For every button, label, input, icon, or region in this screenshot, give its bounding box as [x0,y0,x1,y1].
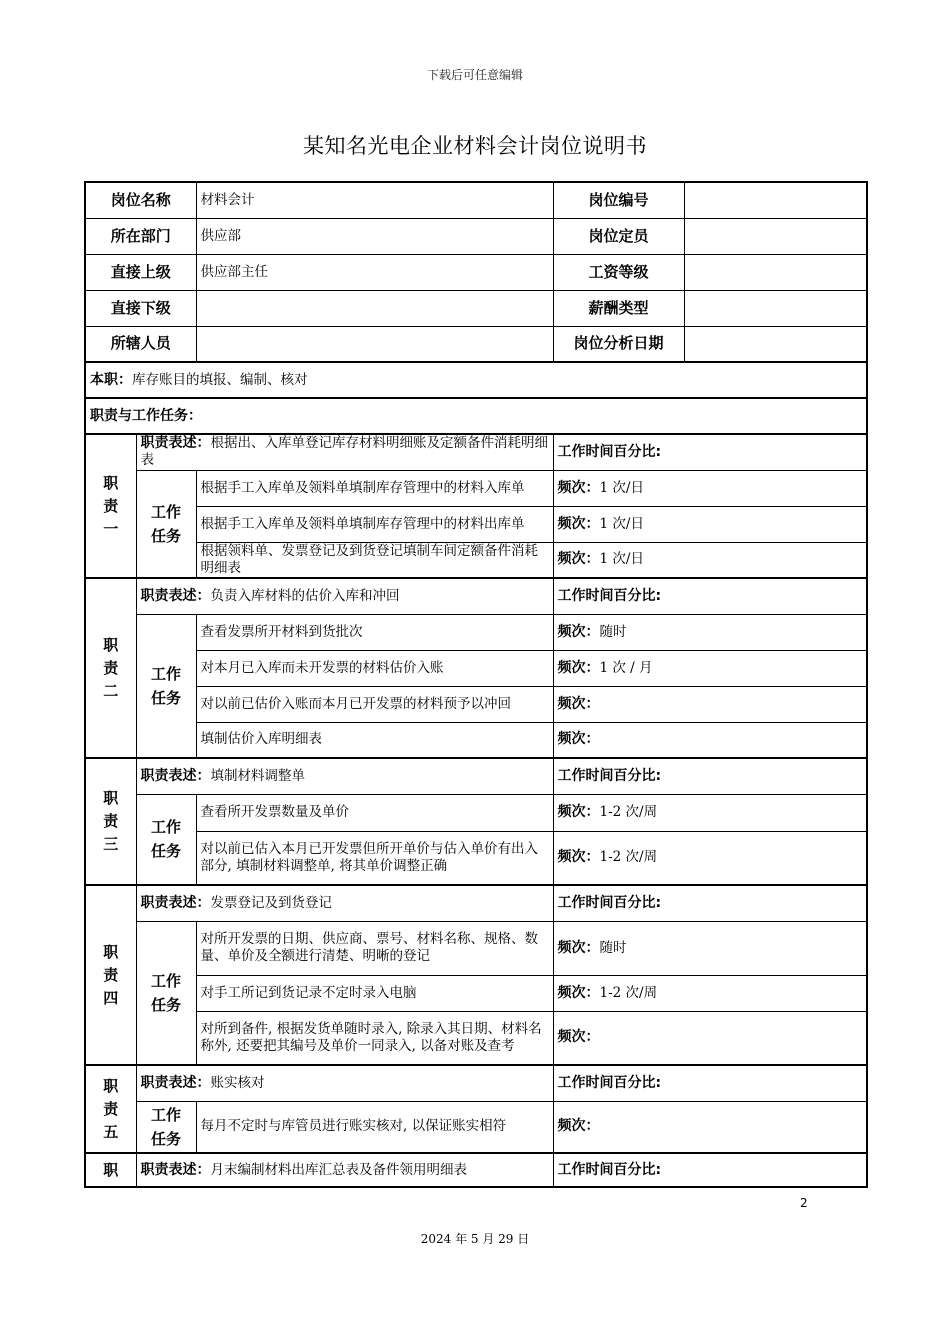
frequency-label: 频次 [557,623,586,640]
info-row [85,182,867,218]
frequency-colon: ： [585,659,600,676]
duty-description-colon: ： [196,767,211,784]
frequency-value: 1-2 次/周 [599,849,658,866]
duty-number-char: 职 [103,942,119,961]
info-value [684,326,867,362]
duty-number-char: 责 [103,496,119,515]
info-label: 直接下级 [85,290,196,326]
task-text: 根据领料单、发票登记及到货登记填制车间定额备件消耗明细表 [196,542,553,578]
time-percentage-label: 工作时间百分比: [553,434,867,470]
work-task-label-top: 工作 [151,971,182,990]
task-text: 对以前已估入本月已开发票但所开单价与估入单价有出入部分, 填制材料调整单, 将其单价调整正确 [196,831,553,885]
task-frequency [553,686,867,722]
task-text: 根据手工入库单及领料单填制库存管理中的材料入库单 [196,470,553,506]
page-number: 2 [800,1196,808,1210]
duty-summary [85,362,867,398]
task-text: 对本月已入库而未开发票的材料估价入账 [196,650,553,686]
duty-number-cell [85,885,136,1065]
info-label: 工资等级 [553,254,684,290]
duty-number-cell [85,578,136,758]
duty-description [136,1065,553,1101]
work-task-label-top: 工作 [151,664,182,683]
info-row [85,218,867,254]
job-description-table-wrapper [84,181,866,1188]
work-task-label-bottom: 任务 [151,688,182,707]
info-value [684,182,867,218]
time-percentage-label: 工作时间百分比: [553,1065,867,1101]
frequency-label: 频次 [557,849,586,866]
duty-number-cell [85,1153,136,1187]
time-percentage-label: 工作时间百分比: [553,1153,867,1187]
frequency-colon: ： [585,515,600,532]
duty-summary-row [85,362,867,398]
time-percentage-label: 工作时间百分比: [553,885,867,921]
task-text: 对以前已估价入账而本月已开发票的材料预予以冲回 [196,686,553,722]
frequency-colon: ： [585,804,600,820]
task-frequency [553,831,867,885]
duty-description-label: 职责表述 [140,587,197,604]
duty-number-char: 五 [103,1122,119,1141]
task-frequency [553,722,867,758]
duty-number-char: 职 [103,1076,119,1095]
duty-description-text: 账实核对 [210,1074,265,1091]
task-row [85,614,867,650]
frequency-label: 频次 [557,515,586,532]
task-frequency [553,794,867,831]
duty-description [136,1153,553,1187]
duty-number-char: 责 [103,812,119,830]
duty-summary-label: 本职 [90,371,118,388]
info-value: 供应部主任 [196,254,553,290]
duty-number-char: 二 [103,681,119,700]
task-text: 对手工所记到货记录不定时录入电脑 [196,975,553,1011]
task-text: 根据手工入库单及领料单填制库存管理中的材料出库单 [196,506,553,542]
task-frequency [553,1101,867,1153]
task-frequency [553,921,867,975]
task-row [85,650,867,686]
time-percentage-label: 工作时间百分比: [553,578,867,614]
info-value [684,254,867,290]
info-label: 岗位分析日期 [553,326,684,362]
duty-description-text: 根据出、入库单登记库存材料明细账及定额备件消耗明细表 [140,435,548,469]
task-frequency [553,650,867,686]
task-frequency [553,975,867,1011]
frequency-colon: ： [585,731,600,748]
duty-desc-row [85,434,867,470]
duty-number-char: 职 [103,635,119,654]
frequency-colon: ： [585,939,600,956]
task-row [85,506,867,542]
duty-description [136,434,553,470]
duty-description-colon: ： [196,587,211,604]
info-row [85,290,867,326]
info-value [684,290,867,326]
info-row [85,254,867,290]
work-task-label-bottom: 任务 [151,526,182,545]
work-task-label-top: 工作 [151,818,182,837]
duty-desc-row [85,1153,867,1187]
task-row [85,470,867,506]
info-value: 供应部 [196,218,553,254]
info-value: 材料会计 [196,182,553,218]
duty-description-text: 发票登记及到货登记 [210,894,332,911]
info-label: 直接上级 [85,254,196,290]
frequency-label: 频次 [557,695,586,712]
work-task-label [136,1101,196,1153]
frequency-colon: ： [585,479,600,496]
work-task-label-bottom: 任务 [151,842,182,861]
frequency-colon: ： [585,984,600,1001]
duty-description-label: 职责表述 [140,767,197,784]
task-row [85,1101,867,1153]
frequency-colon: ： [585,1029,600,1046]
frequency-value: 1 次 / 月 [599,659,653,676]
duties-header: 职责与工作任务： [85,398,867,434]
frequency-value: 1-2 次/周 [599,984,658,1001]
frequency-value: 1 次/日 [599,479,644,496]
duty-description [136,758,553,794]
duty-description-text: 月末编制材料出库汇总表及备件领用明细表 [210,1161,467,1178]
info-value [684,218,867,254]
duty-number-char: 责 [103,965,119,984]
job-description-table [84,181,868,1188]
duty-description-label: 职责表述 [140,894,197,911]
frequency-value: 1-2 次/周 [599,804,658,820]
task-text: 对所开发票的日期、供应商、票号、材料名称、规格、数量、单价及全额进行清楚、明晰的登记 [196,921,553,975]
duty-description-colon: ： [196,894,211,911]
task-frequency [553,614,867,650]
duty-number-char: 职 [103,789,119,807]
task-row [85,975,867,1011]
frequency-value: 1 次/日 [599,551,644,568]
task-frequency [553,506,867,542]
info-value [196,326,553,362]
work-task-label-bottom: 任务 [151,1129,182,1148]
info-label: 所在部门 [85,218,196,254]
page-title: 某知名光电企业材料会计岗位说明书 [303,134,647,158]
duty-number-cell [85,1065,136,1153]
frequency-value: 随时 [599,939,627,956]
info-value [196,290,553,326]
task-frequency [553,470,867,506]
duty-description [136,885,553,921]
frequency-colon: ： [585,623,600,640]
time-percentage-label: 工作时间百分比: [553,758,867,794]
frequency-label: 频次 [557,804,586,820]
task-text: 每月不定时与库管员进行账实核对, 以保证账实相符 [196,1101,553,1153]
task-row [85,831,867,885]
info-label: 岗位定员 [553,218,684,254]
info-label: 岗位编号 [553,182,684,218]
frequency-value: 1 次/日 [599,515,644,532]
duty-description-label: 职责表述 [140,1161,197,1178]
duty-description-label: 职责表述 [140,435,197,452]
task-row [85,794,867,831]
duty-number-char: 责 [103,658,119,677]
duty-number-char: 职 [103,1160,119,1179]
frequency-label: 频次 [557,659,586,676]
header-note: 下载后可任意编辑 [426,68,523,82]
frequency-label: 频次 [557,939,586,956]
duty-number-char: 职 [103,473,119,492]
duty-desc-row [85,758,867,794]
duty-summary-text: 库存账目的填报、编制、核对 [132,371,308,388]
info-row [85,326,867,362]
info-label: 岗位名称 [85,182,196,218]
work-task-label [136,614,196,758]
duties-header-row [85,398,867,434]
frequency-colon: ： [585,551,600,568]
duty-summary-colon: ： [118,371,132,388]
task-text: 对所到备件, 根据发货单随时录入, 除录入其日期、材料名称外, 还要把其编号及单价一同录入, 以备对账及查考 [196,1011,553,1065]
task-frequency [553,542,867,578]
task-text: 查看发票所开材料到货批次 [196,614,553,650]
duty-number-char: 四 [103,988,119,1007]
duty-number-char: 一 [103,519,119,538]
duty-description-text: 负责入库材料的估价入库和冲回 [210,587,400,604]
duty-description-colon: ： [196,1161,211,1178]
task-row [85,686,867,722]
frequency-label: 频次 [557,1029,586,1046]
duty-description-colon: ： [196,435,211,452]
info-label: 所辖人员 [85,326,196,362]
duty-desc-row [85,885,867,921]
work-task-label [136,794,196,885]
task-frequency [553,1011,867,1065]
task-text: 查看所开发票数量及单价 [196,794,553,831]
work-task-label-top: 工作 [151,502,182,521]
duty-desc-row [85,1065,867,1101]
task-row [85,1011,867,1065]
frequency-label: 频次 [557,984,586,1001]
duty-description-text: 填制材料调整单 [210,767,305,784]
frequency-colon: ： [585,849,600,866]
frequency-label: 频次 [557,551,586,568]
frequency-colon: ： [585,695,600,712]
frequency-colon: ： [585,1118,600,1135]
work-task-label-bottom: 任务 [151,995,182,1014]
duty-description-colon: ： [196,1074,211,1091]
duty-description-label: 职责表述 [140,1074,197,1091]
duty-number-char: 三 [103,835,119,853]
duty-number-cell [85,434,136,578]
duty-desc-row [85,578,867,614]
footer-date: 2024 年 5 月 29 日 [420,1232,530,1246]
info-label: 薪酬类型 [553,290,684,326]
task-text: 填制估价入库明细表 [196,722,553,758]
work-task-label [136,921,196,1065]
task-row [85,921,867,975]
frequency-label: 频次 [557,731,586,748]
frequency-label: 频次 [557,1118,586,1135]
duty-description [136,578,553,614]
frequency-value: 随时 [599,623,627,640]
work-task-label [136,470,196,578]
duty-number-cell [85,758,136,885]
task-row [85,542,867,578]
task-row [85,722,867,758]
duty-number-char: 责 [103,1099,119,1118]
frequency-label: 频次 [557,479,586,496]
work-task-label-top: 工作 [151,1105,182,1124]
